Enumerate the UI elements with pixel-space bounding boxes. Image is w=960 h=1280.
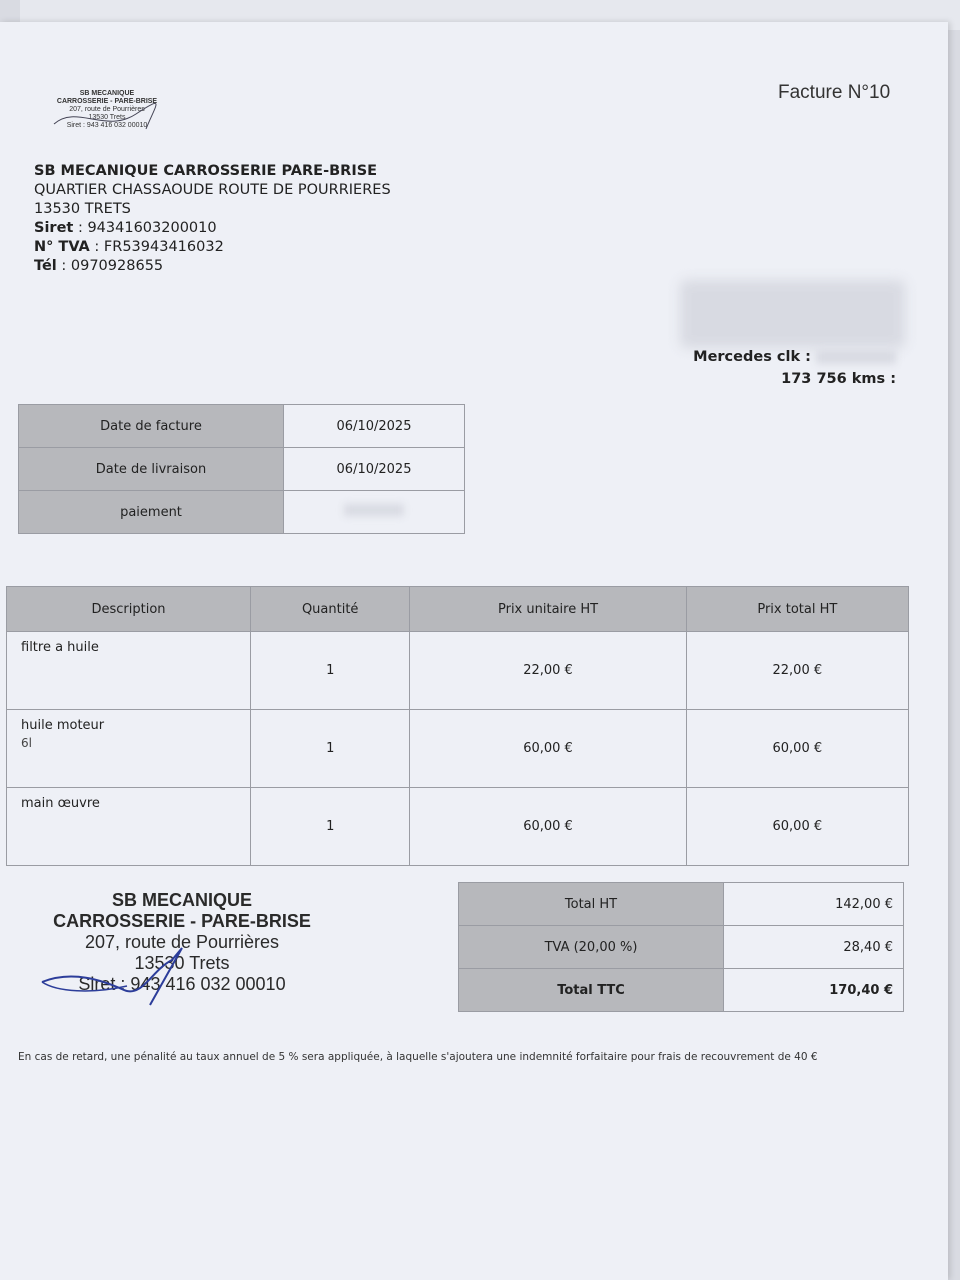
invoice-page xyxy=(0,22,948,1280)
stamp-line-1: SB MECANIQUE xyxy=(111,890,252,910)
logo-line-5: Siret : 943 416 032 00010 xyxy=(66,122,148,129)
header-description: Description xyxy=(7,587,251,632)
table-row xyxy=(7,632,909,710)
total-ht-label: Total HT xyxy=(459,883,724,926)
redacted-client-block xyxy=(680,280,905,348)
company-logo-stamp xyxy=(52,90,162,130)
late-payment-note: En cas de retard, une pénalité au taux annuel de 5 % sera appliquée, à laquelle s'ajoutera une indemnité forfaitaire pour frais de recouvrement de 40 € xyxy=(18,1051,818,1063)
info-value: 06/10/2025 xyxy=(284,405,465,448)
items-table xyxy=(6,586,909,866)
tva-value: 28,40 € xyxy=(724,926,904,969)
table-row xyxy=(19,405,465,448)
company-tva: N° TVA : FR53943416032 xyxy=(34,239,224,255)
item-description: huile moteur 6l xyxy=(7,710,251,788)
logo-line-1: SB MECANIQUE xyxy=(79,90,135,97)
company-name: SB MECANIQUE CARROSSERIE PARE-BRISE xyxy=(34,163,378,179)
company-address-line2: 13530 TRETS xyxy=(34,201,131,217)
table-row xyxy=(459,969,904,1012)
invoice-number: Facture N°10 xyxy=(778,82,891,103)
table-row xyxy=(7,710,909,788)
header-unit-price: Prix unitaire HT xyxy=(410,587,686,632)
stamp-line-2: CARROSSERIE - PARE-BRISE xyxy=(53,911,311,931)
info-value: 06/10/2025 xyxy=(284,448,465,491)
tva-label: TVA (20,00 %) xyxy=(459,926,724,969)
invoice-info-table xyxy=(18,404,465,534)
table-row xyxy=(7,788,909,866)
item-total-price: 60,00 € xyxy=(686,788,908,866)
logo-line-4: 13530 Trets xyxy=(88,114,126,121)
item-unit-price: 60,00 € xyxy=(410,788,686,866)
company-siret: Siret : 94341603200010 xyxy=(34,220,217,236)
item-unit-price: 60,00 € xyxy=(410,710,686,788)
table-row xyxy=(19,448,465,491)
item-quantity: 1 xyxy=(251,632,410,710)
header-total-price: Prix total HT xyxy=(686,587,908,632)
signature-icon xyxy=(32,920,252,1010)
info-label: paiement xyxy=(19,491,284,534)
stamp-line-4: 13530 Trets xyxy=(134,953,230,973)
item-quantity: 1 xyxy=(251,710,410,788)
totals-table xyxy=(458,882,904,1012)
stamp-line-3: 207, route de Pourrières xyxy=(84,932,280,952)
table-row xyxy=(459,883,904,926)
item-quantity: 1 xyxy=(251,788,410,866)
item-description: main œuvre xyxy=(7,788,251,866)
table-header-row xyxy=(7,587,909,632)
total-ht-value: 142,00 € xyxy=(724,883,904,926)
table-row xyxy=(19,491,465,534)
item-total-price: 60,00 € xyxy=(686,710,908,788)
item-description: filtre a huile xyxy=(7,632,251,710)
redacted-plate xyxy=(816,350,896,364)
vehicle-model: Mercedes clk : xyxy=(693,346,896,368)
company-address-line1: QUARTIER CHASSAOUDE ROUTE DE POURRIERES xyxy=(34,182,391,198)
vehicle-info xyxy=(693,346,896,390)
logo-line-3: 207, route de Pourrières xyxy=(69,106,145,113)
info-label: Date de facture xyxy=(19,405,284,448)
logo-line-2: CARROSSERIE - PARE-BRISE xyxy=(56,98,158,105)
table-row xyxy=(459,926,904,969)
stamp-line-5: Siret : 943 416 032 00010 xyxy=(78,974,286,994)
company-stamp xyxy=(44,890,320,995)
signature-icon xyxy=(46,84,166,154)
total-ttc-label: Total TTC xyxy=(459,969,724,1012)
info-value-redacted xyxy=(284,491,465,534)
total-ttc-value: 170,40 € xyxy=(724,969,904,1012)
company-details xyxy=(34,162,391,276)
item-total-price: 22,00 € xyxy=(686,632,908,710)
header-quantity: Quantité xyxy=(251,587,410,632)
vehicle-mileage: 173 756 kms : xyxy=(781,371,896,387)
info-label: Date de livraison xyxy=(19,448,284,491)
company-tel: Tél : 0970928655 xyxy=(34,258,164,274)
item-unit-price: 22,00 € xyxy=(410,632,686,710)
